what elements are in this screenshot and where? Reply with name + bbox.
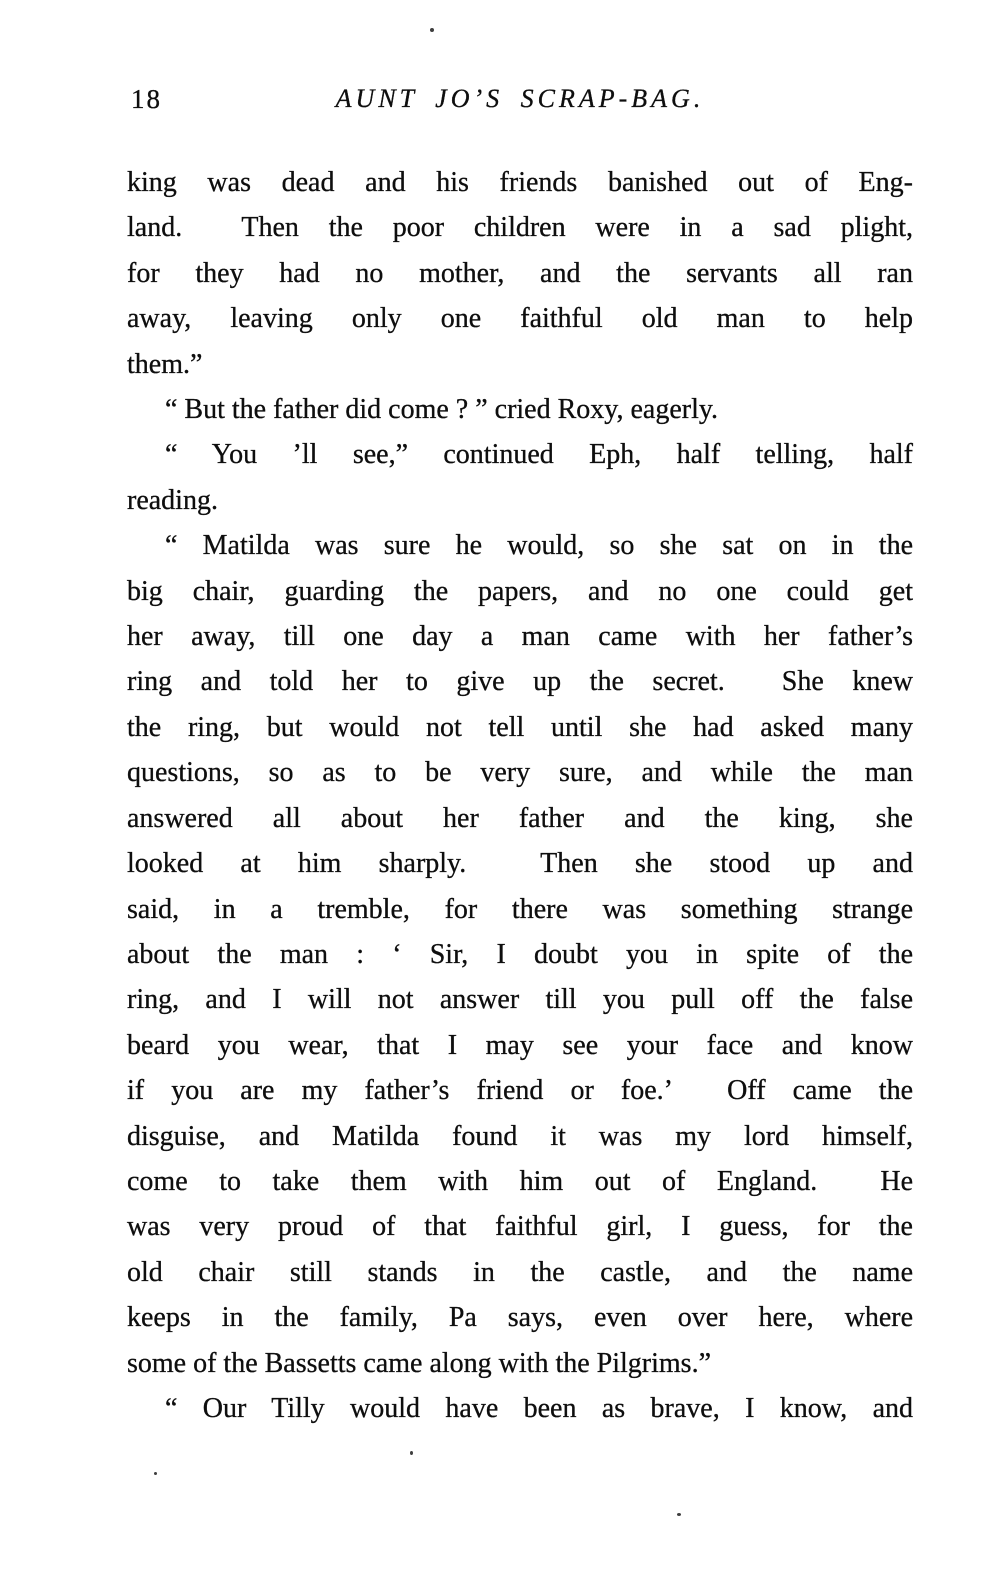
text-line: her away, till one day a man came with her father’s [127,621,913,653]
text-line: ring, and I will not answer till you pull off the false [127,984,913,1016]
text-line: disguise, and Matilda found it was my lord himself, [127,1120,913,1152]
scan-speck [677,1513,681,1516]
text-line: questions, so as to be very sure, and while the man [127,757,913,789]
text-line: king was dead and his friends banished out of Eng- [127,167,913,198]
text-line: beard you wear, that I may see your face and know [127,1029,913,1061]
text-line: was very proud of that faithful girl, I guess, for the [127,1211,913,1243]
scan-speck [410,1451,413,1455]
page-number: 18 [131,84,162,114]
text-line: about the man : ‘ Sir, I doubt you in spite of the [127,938,913,970]
text-line: some of the Bassetts came along with the Pilgrims.” [127,1347,712,1379]
text-line: keeps in the family, Pa says, even over here, where [127,1302,913,1334]
text-line: away, leaving only one faithful old man to help [127,303,913,335]
body-text [127,160,913,1431]
text-line: ring and told her to give up the secret. She knew [127,666,913,698]
text-line: come to take them with him out of England. He [127,1165,913,1197]
text-line: “ Our Tilly would have been as brave, I know, and [165,1392,913,1424]
text-line: big chair, guarding the papers, and no one could get [127,575,913,607]
text-line: reading. [127,484,218,516]
text-line: answered all about her father and the king, she [127,802,913,834]
text-line: for they had no mother, and the servants all ran [127,257,913,289]
scan-speck [430,28,434,32]
text-line: the ring, but would not tell until she had asked many [127,711,913,743]
text-line: “ You ’ll see,” continued Eph, half telling, half [165,439,913,471]
running-header-title: AUNT JO’S SCRAP-BAG. [335,84,705,113]
text-line: “ But the father did come ? ” cried Roxy, eagerly. [165,394,719,426]
text-line: “ Matilda was sure he would, so she sat on in the [165,530,913,562]
scan-speck [154,1472,157,1475]
text-line: them.” [127,348,203,380]
text-line: land. Then the poor children were in a sad plight, [127,212,913,244]
text-line: looked at him sharply. Then she stood up and [127,848,913,880]
text-line: old chair still stands in the castle, and the name [127,1256,913,1288]
text-line: if you are my father’s friend or foe.’ Off came the [127,1075,913,1107]
text-line: said, in a tremble, for there was something strange [127,893,913,925]
